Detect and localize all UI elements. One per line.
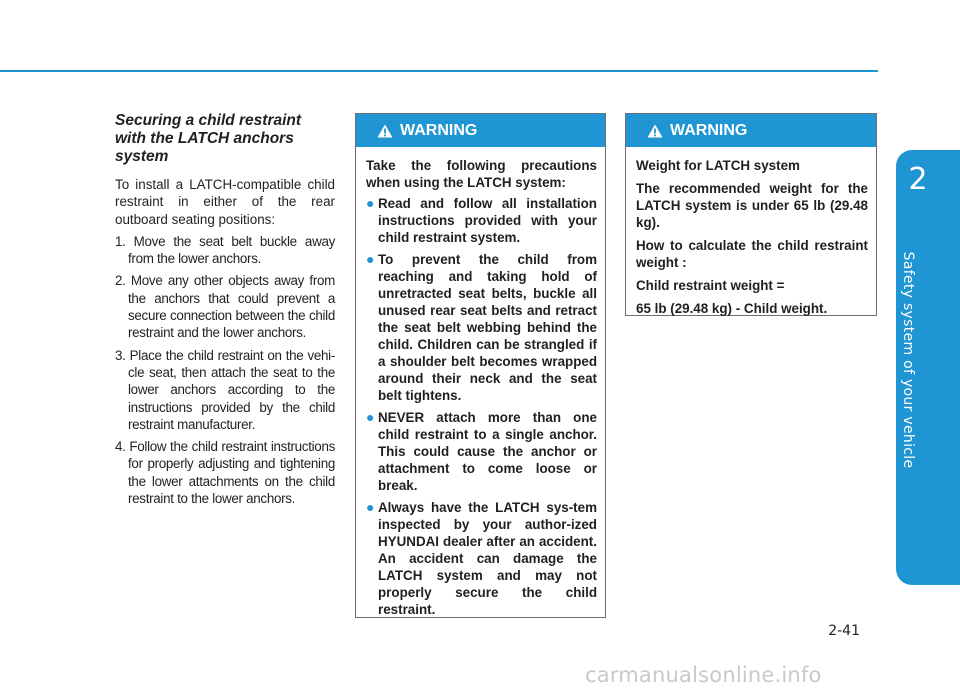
chapter-title: Safety system of your vehicle — [900, 251, 916, 469]
warning-item: ● Read and follow all installation instructions provided with your child restraint system. — [366, 195, 597, 245]
chapter-tab — [896, 150, 960, 585]
warning-line: 65 lb (29.48 kg) - Child weight. — [636, 301, 828, 316]
step-item: 4. Follow the child restraint instructions for properly adjusting and tightening the lower attachments on the child restraint to the lower anchors. — [115, 439, 335, 507]
warning-line: The recommended weight for the LATCH system is under 65 lb (29.48 kg). — [636, 181, 868, 230]
step-item: 1. Move the seat belt buckle away from the lower anchors. — [115, 233, 335, 267]
step-item: 2. Move any other objects away from the anchors that could prevent a secure connection between the child restraint and the lower anchors. — [115, 273, 335, 341]
warning-box-latch-weight — [625, 113, 877, 316]
warning-header — [356, 114, 605, 147]
warning-line: How to calculate the child restraint weight : — [636, 238, 868, 270]
watermark: carmanualsonline.info — [585, 663, 822, 687]
warning-line: Weight for LATCH system — [636, 158, 800, 173]
steps-list — [115, 233, 335, 507]
warning-title: WARNING — [400, 121, 478, 139]
warning-header — [626, 114, 876, 147]
warning-triangle-icon — [647, 124, 663, 138]
bullet-icon: ● — [366, 499, 375, 515]
latch-instructions — [115, 112, 335, 512]
section-intro: To install a LATCH-compatible child restraint in either of the rear outboard seating positions: — [115, 177, 335, 227]
warning-list — [366, 195, 597, 618]
step-item: 3. Place the child restraint on the vehi-cle seat, then attach the seat to the lower anchors according to the instructions provided by the child restraint manufacturer. — [115, 347, 335, 432]
warning-title: WARNING — [670, 121, 748, 139]
bullet-icon: ● — [366, 409, 375, 425]
bullet-icon: ● — [366, 195, 375, 211]
warning-item: ● Always have the LATCH sys-tem inspected by your author-ized HYUNDAI dealer after an accident. An accident can damage the LATCH system and may not properly secure the child restraint. — [366, 499, 597, 617]
warning-lead: Take the following precautions when using the LATCH system: — [366, 158, 597, 190]
section-heading: Securing a child restraint with the LATCH anchors system — [115, 112, 302, 165]
chapter-number: 2 — [908, 162, 928, 197]
page-number: 2-41 — [828, 623, 860, 639]
bullet-icon: ● — [366, 251, 375, 267]
warning-triangle-icon — [377, 124, 393, 138]
warning-item: ● NEVER attach more than one child restraint to a single anchor. This could cause the anchor or attachment to come loose or break. — [366, 409, 597, 493]
warning-box-latch-precautions — [355, 113, 606, 618]
warning-line: Child restraint weight = — [636, 278, 785, 293]
header-rule — [0, 70, 878, 72]
warning-item: ● To prevent the child from reaching and taking hold of unretracted seat belts, buckle all unused rear seat belts and retract the seat belt webbing behind the child. Children can be strangled if a shoulder belt becomes wrapped around their neck and the seat belt tightens. — [366, 251, 597, 403]
